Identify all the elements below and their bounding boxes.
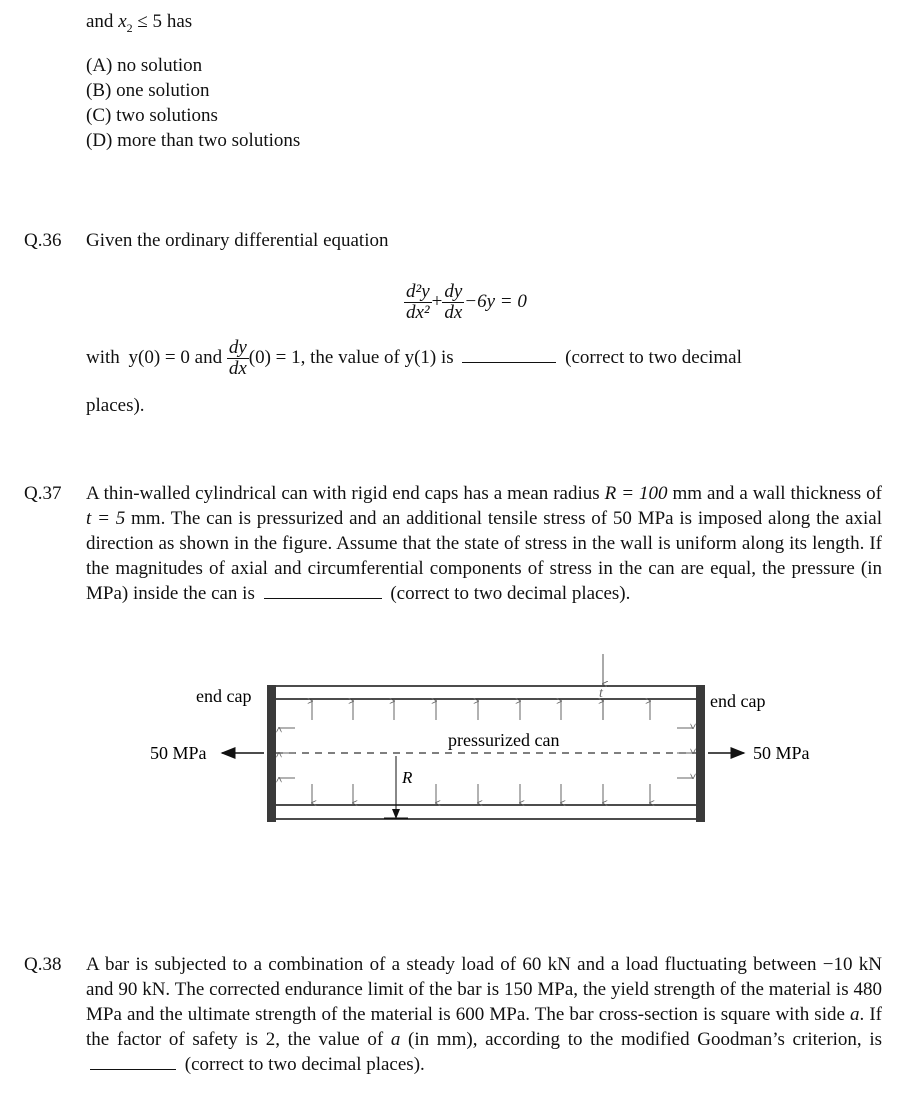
q37-t: t = 5 [86, 508, 126, 529]
q35-var: x [118, 11, 127, 32]
label-pressurized-can: pressurized can [448, 730, 560, 750]
q37-answer-blank[interactable] [264, 584, 382, 599]
label-R: R [402, 768, 413, 787]
q35-var-sub: 2 [126, 20, 133, 35]
q36-number: Q.36 [24, 230, 62, 251]
q37-number: Q.37 [24, 483, 62, 504]
q36-eq-frac1: $\frac{\text{d²y}}{\text{dx²}}$ [406, 281, 430, 323]
q36-answer-blank[interactable] [462, 348, 556, 363]
q35-rel: ≤ 5 [137, 11, 163, 32]
q35-suffix: has [166, 11, 193, 32]
q35-constraint-line [86, 9, 192, 41]
q36-cond2-frac: $\frac{dy}{dx}$ [228, 337, 247, 379]
q37-text: A thin-walled cylindrical can with rigid end caps has a mean radius R = 100 mm and a wall thickness of t = 5 mm. The can is pressurized and an additional tensile stress of 50 MPa is imposed along the axial direction as shown in the figure. Assume that the state of stress in the wall is uniform along its length. If the magnitudes of axial and circumferential components of stress in the can are equal, the pressure (in MPa) inside the can is (correct to two decimal places). [86, 483, 883, 604]
q35-option-c: (C) two solutions [86, 105, 218, 126]
label-end-cap-left: end cap [196, 686, 252, 706]
pressure-arrows-bottom [312, 784, 650, 803]
label-end-cap-right: end cap [710, 691, 766, 711]
q37-R: R = 100 [604, 483, 668, 504]
q36-hint: (correct to two decimal [565, 346, 742, 368]
q35-options [86, 53, 300, 153]
q36-eq-rest: −6y = 0 [464, 290, 527, 312]
q36-eq-frac2: $\frac{dy}{dx}$ [444, 281, 463, 323]
q38-number: Q.38 [24, 954, 62, 975]
q38-text: A bar is subjected to a combination of a steady load of 60 kN and a load fluctuating between −10 kN and 90 kN. The corrected endurance limit of the bar is 150 MPa, the yield strength of the material is 480 MPa and the ultimate strength of the material is 600 MPa. The bar cross-section is square with side a. If the factor of safety is 2, the value of a (in mm), according to the modified Goodman’s criterion, is (correct to two decimal places). [86, 954, 883, 1075]
q38-a: a [850, 1004, 860, 1025]
q38-answer-blank[interactable] [90, 1055, 176, 1070]
q36-intro: Given the ordinary differential equation [86, 230, 389, 251]
q36-hint-end: places). [86, 395, 145, 416]
q35-option-a: (A) no solution [86, 55, 203, 76]
q37-figure [140, 650, 840, 835]
label-t: t [599, 686, 603, 701]
label-load-right: 50 MPa [753, 743, 810, 763]
q36-equation: $\frac{\text{d²y}}{\text{dx²}}$ + $\frac{dy}{dx}$ −6y = 0 [406, 281, 527, 323]
q35-option-d: (D) more than two solutions [86, 130, 301, 151]
label-load-left: 50 MPa [150, 743, 207, 763]
q35-option-b: (B) one solution [86, 80, 210, 101]
end-cap-right-plate [696, 685, 705, 822]
end-cap-left-plate [267, 685, 276, 822]
q36-cond1: y(0) = 0 [128, 346, 190, 368]
pressure-arrows-top [312, 701, 650, 720]
q36-ask: the value of y(1) is [310, 346, 454, 368]
q35-prefix: and [86, 11, 114, 32]
q36-conditions-line: with y(0) = 0 and $\frac{dy}{dx}$ (0) = 1, the value of y(1) is (correct to two decimal [86, 337, 742, 379]
